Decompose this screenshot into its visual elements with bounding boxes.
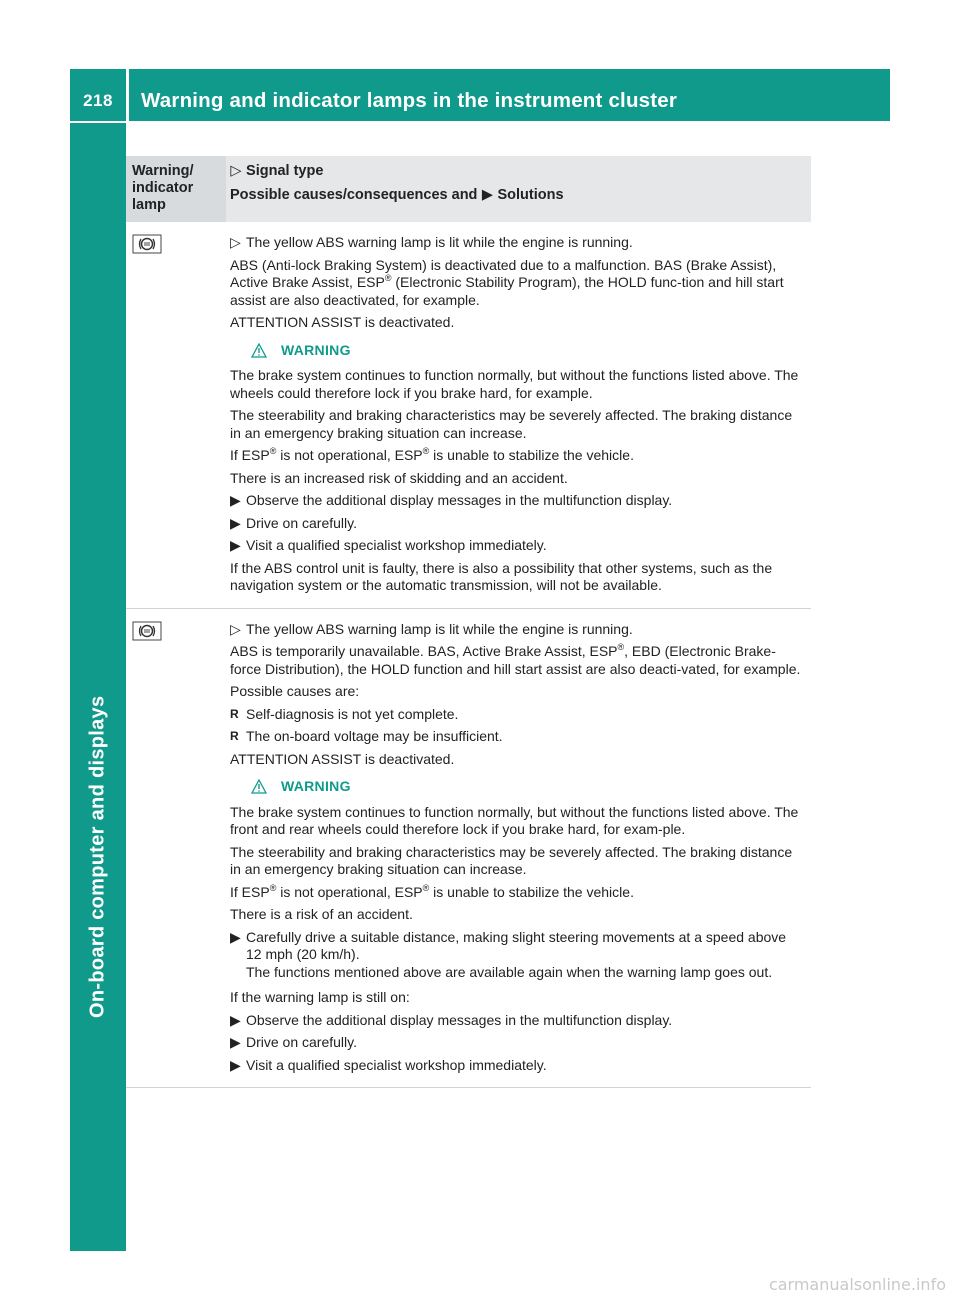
r-bullet: R: [230, 729, 239, 743]
watermark: carmanualsonline.info: [768, 1275, 946, 1294]
signal-column-header: ▷ Signal type: [230, 163, 324, 179]
table-row: [126, 609, 811, 1089]
page-title: Warning and indicator lamps in the instrument cluster: [141, 89, 678, 112]
abs-warning-lamp-icon: [132, 621, 162, 641]
warning-heading: WARNING: [251, 342, 805, 360]
filled-triangle-icon: ▶: [230, 928, 241, 945]
causes-column-header: Possible causes/consequences and ▶ Solutions: [230, 187, 564, 203]
hollow-triangle-icon: ▷: [230, 620, 241, 637]
filled-triangle-icon: ▶: [230, 1034, 241, 1050]
page-header: [70, 69, 890, 121]
section-label: On-board computer and displays: [86, 695, 109, 1018]
filled-triangle-icon: ▶: [481, 187, 494, 203]
hollow-triangle-icon: ▷: [230, 163, 242, 179]
header-divider: [126, 69, 129, 121]
table-row: [126, 222, 811, 609]
hollow-triangle-icon: ▷: [230, 234, 241, 250]
filled-triangle-icon: ▶: [230, 1011, 241, 1028]
page-number: 218: [83, 91, 113, 110]
warning-triangle-icon: [251, 343, 267, 358]
row-description: ▷ The yellow ABS warning lamp is lit while the engine is running. ABS is temporarily unavailable. BAS, Active Brake Assist, ESP®, EBD (Electronic Brake-force Distribution), the HOLD function and hill start assist are also deacti-vated, for example. Possible causes are: R Self-diagnosis is not yet complete. R The on-board voltage may be insufficient. ATTENTION ASSIST is deactivated. WARNING The brake system continues to function normally, but without the functions listed above. The front and rear wheels could therefore lock if you brake hard, for exam-ple. The steerability and braking characteristics may be severely affected. The braking distance in an emergency braking situation can increase. If ESP® is not operational, ESP® is unable to stabilize the vehicle. There is a risk of an accident. ▶ Carefully drive a suitable distance, making slight steering movements at a speed above 12 mph (20 km/h). The functions mentioned above are available again when the warning lamp goes out. If the warning lamp is still on: ▶ Observe the additional display messages in the multifunction display. ▶ Drive on carefully. ▶ Visit a qualified specialist workshop immediately.: [230, 609, 805, 1088]
lamp-column-header: Warning/ indicator lamp: [132, 163, 194, 213]
filled-triangle-icon: ▶: [230, 514, 241, 531]
filled-triangle-icon: ▶: [230, 1056, 241, 1073]
warning-triangle-icon: [251, 779, 267, 794]
abs-warning-lamp-icon: [132, 234, 162, 254]
table-header: [126, 156, 811, 222]
r-bullet: R: [230, 706, 239, 721]
filled-triangle-icon: ▶: [230, 537, 241, 553]
filled-triangle-icon: ▶: [230, 492, 241, 508]
warning-lamp-table: [126, 156, 811, 1088]
section-side-tab: [70, 123, 126, 1251]
warning-heading: WARNING: [251, 778, 805, 796]
row-description: ▷ The yellow ABS warning lamp is lit while the engine is running. ABS (Anti-lock Braking System) is deactivated due to a malfunction. BAS (Brake Assist), Active Brake Assist, ESP® (Electronic Stability Program), the HOLD func-tion and hill start assist are also deactivated, for example. ATTENTION ASSIST is deactivated. WARNING The brake system continues to function normally, but without the functions listed above. The wheels could therefore lock if you brake hard, for example. The steerability and braking characteristics may be severely affected. The braking distance in an emergency braking situation can increase. If ESP® is not operational, ESP® is unable to stabilize the vehicle. There is an increased risk of skidding and an accident. ▶ Observe the additional display messages in the multifunction display. ▶ Drive on carefully. ▶ Visit a qualified specialist workshop immediately. If the ABS control unit is faulty, there is also a possibility that other systems, such as the navigation system or the automatic transmission, will not be available.: [230, 222, 805, 608]
